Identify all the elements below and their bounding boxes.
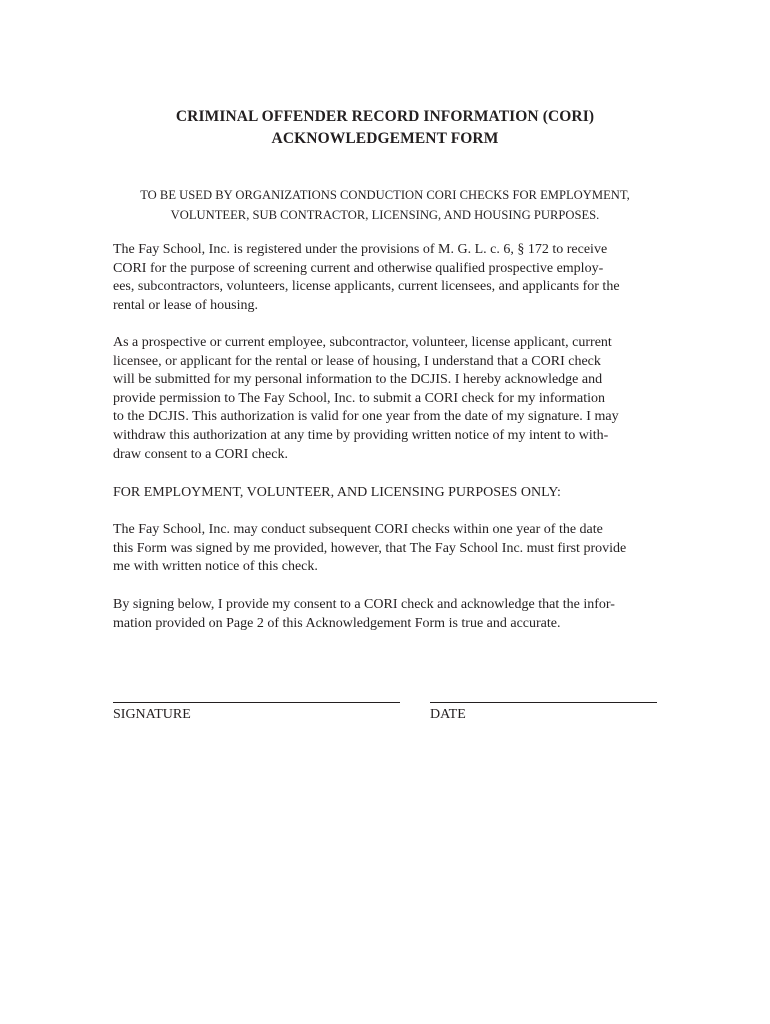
paragraph-line: rental or lease of housing. — [113, 297, 259, 313]
purposes-heading — [113, 484, 673, 503]
paragraph-line: will be submitted for my personal information to the DCJIS. I hereby acknowledge and — [113, 372, 603, 388]
paragraph-line: By signing below, I provide my consent to a CORI check and acknowledge that the infor- — [113, 597, 615, 612]
registration-paragraph — [113, 241, 673, 315]
paragraph-line: ees, subcontractors, volunteers, license applicants, current licensees, and applicants for the — [113, 279, 620, 295]
form-subtitle-line-2: VOLUNTEER, SUB CONTRACTOR, LICENSING, AND HOUSING PURPOSES. — [170, 208, 600, 222]
subsequent-checks-paragraph — [113, 521, 673, 577]
paragraph-line: withdraw this authorization at any time by providing written notice of my intent to with- — [113, 427, 609, 443]
authorization-paragraph — [113, 334, 673, 464]
signature-label: SIGNATURE — [113, 707, 191, 722]
paragraph-line: draw consent to a CORI check. — [113, 446, 288, 462]
paragraph-line: CORI for the purpose of screening current and otherwise qualified prospective employ- — [113, 260, 604, 276]
paragraph-line: The Fay School, Inc. may conduct subsequent CORI checks within one year of the date — [113, 522, 603, 537]
paragraph-line: this Form was signed by me provided, however, that The Fay School Inc. must first provide — [113, 540, 627, 556]
paragraph-line: As a prospective or current employee, subcontractor, volunteer, license applicant, current — [113, 335, 612, 350]
form-subtitle-line-1: TO BE USED BY ORGANIZATIONS CONDUCTION CORI CHECKS FOR EMPLOYMENT, — [140, 188, 630, 202]
paragraph-line: The Fay School, Inc. is registered under the provisions of M. G. L. c. 6, § 172 to receive — [113, 242, 608, 257]
paragraph-line: FOR EMPLOYMENT, VOLUNTEER, AND LICENSING PURPOSES ONLY: — [113, 485, 561, 500]
paragraph-line: provide permission to The Fay School, Inc. to submit a CORI check for my information — [113, 390, 605, 406]
paragraph-line: licensee, or applicant for the rental or lease of housing, I understand that a CORI check — [113, 353, 601, 369]
paragraph-line: mation provided on Page 2 of this Acknowledgement Form is true and accurate. — [113, 615, 561, 631]
form-title-line-1: CRIMINAL OFFENDER RECORD INFORMATION (CORI) — [175, 108, 595, 125]
signature-line[interactable] — [113, 702, 400, 703]
date-line[interactable] — [430, 702, 657, 703]
form-title-line-2: ACKNOWLEDGEMENT FORM — [271, 130, 499, 147]
paragraph-line: to the DCJIS. This authorization is valid for one year from the date of my signature. I may — [113, 409, 619, 425]
consent-paragraph — [113, 596, 673, 633]
paragraph-line: me with written notice of this check. — [113, 559, 318, 575]
date-label: DATE — [430, 707, 466, 722]
